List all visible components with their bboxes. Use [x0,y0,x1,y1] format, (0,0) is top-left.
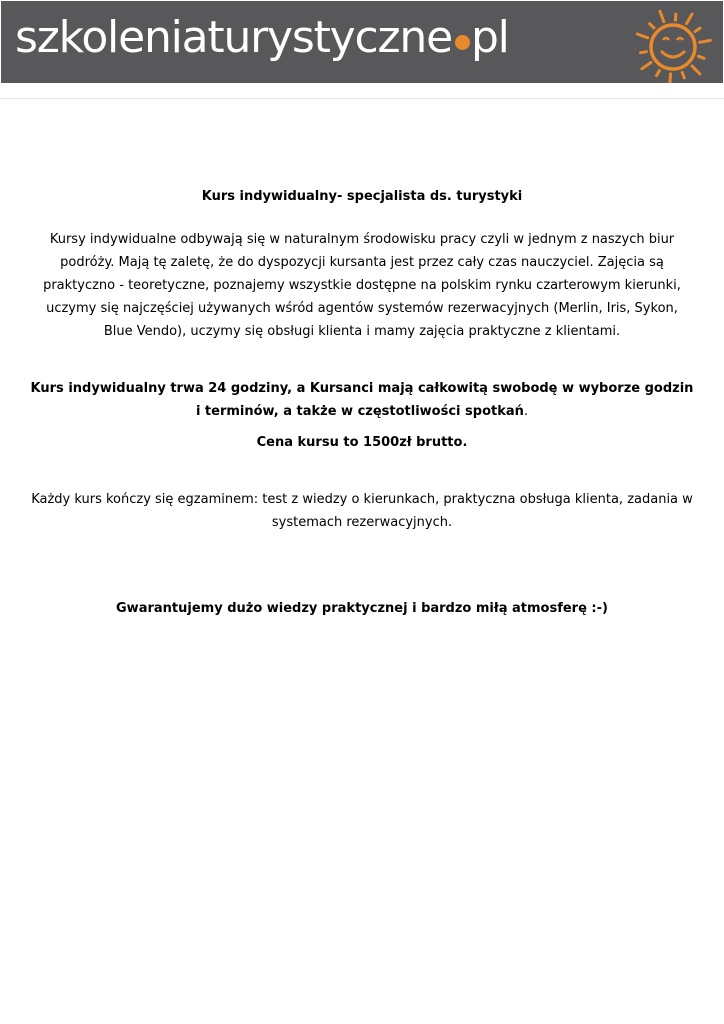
sun-ray [692,66,700,74]
sun-ray [700,40,711,42]
course-duration-text: Kurs indywidualny trwa 24 godziny, a Kursanci mają całkowitą swobodę w wyborze godzin i terminów, a także w częstotliwości spotkań [30,381,694,419]
article-description: Kursy indywidualne odbywają się w naturalnym środowisku pracy czyli w jednym z naszych biur podróży. Mają tę zaletę, że do dyspozycji kursanta jest przez cały czas nauczyciel. Zajęcia są praktyczno - teoretyczne, poznajemy wszystkie dostępne na polskim rynku czarterowym kierunki, uczymy się najczęściej używanych wśród agentów systemów rezerwacyjnych (Merlin, Iris, Sykon, Blue Vendo), uczymy się obsługi klienta i mamy zajęcia praktyczne z klientami. [43,232,681,339]
sun-ray [660,11,664,21]
sun-ray [657,70,660,75]
logo-main-text: szkoleniaturystyczne [15,12,452,63]
sun-ray [687,14,693,24]
sun-ray [682,72,684,78]
course-duration-end: . [523,404,529,419]
course-guarantee: Gwarantujemy dużo wiedzy praktycznej i bardzo miłą atmosferę :-) [116,601,608,616]
sun-ray [642,63,651,69]
site-logo[interactable] [15,8,509,68]
sun-ray [641,52,647,53]
sun-smiley-icon [621,9,716,91]
header-divider [0,83,724,99]
site-header [0,0,724,98]
sun-ray [675,14,676,20]
logo-tld-text: pl [470,12,509,63]
sun-ray [695,28,700,31]
logo-banner[interactable] [1,1,723,83]
sun-ray [637,34,647,38]
article-content [30,185,694,620]
sun-ray [650,24,654,28]
course-duration [30,377,694,423]
course-exam: Każdy kurs kończy się egzaminem: test z wiedzy o kierunkach, praktyczna obsługa klienta, zadania w systemach rezerwacyjnych. [31,492,693,530]
logo-dot [455,35,470,50]
sun-ray [698,56,704,58]
article-title: Kurs indywidualny- specjalista ds. turystyki [201,189,523,204]
course-price: Cena kursu to 1500zł brutto. [256,435,468,450]
